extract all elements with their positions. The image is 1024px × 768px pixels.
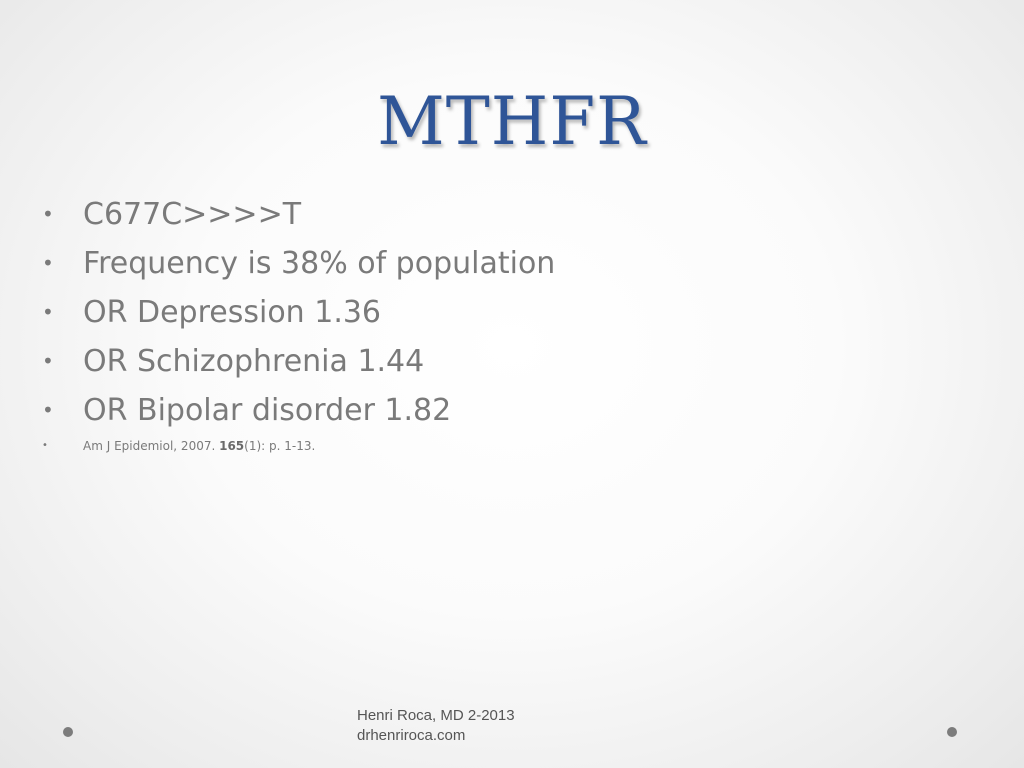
- bullet-list: [42, 190, 942, 455]
- citation-suffix: (1): p. 1-13.: [244, 439, 316, 453]
- citation-prefix: Am J Epidemiol, 2007.: [83, 439, 220, 453]
- footer-website: drhenriroca.com: [357, 727, 466, 744]
- slide-title: MTHFR: [377, 83, 647, 160]
- bullet-text: OR Depression 1.36: [83, 295, 382, 330]
- bullet-dot-icon: •: [42, 440, 48, 451]
- bullet-dot-icon: •: [42, 349, 54, 373]
- bullet-item: [42, 239, 942, 288]
- bullet-text: OR Bipolar disorder 1.82: [83, 393, 452, 428]
- citation-item: [42, 437, 942, 455]
- footer-author-line: Henri Roca, MD 2-2013: [357, 707, 515, 724]
- bullet-item: [42, 190, 942, 239]
- bullet-item: [42, 288, 942, 337]
- bullet-dot-icon: •: [42, 300, 54, 324]
- bullet-item: [42, 386, 942, 435]
- bullet-text: Frequency is 38% of population: [83, 246, 556, 281]
- bullet-dot-icon: •: [42, 251, 54, 275]
- bullet-text: C677C>>>>T: [83, 197, 302, 232]
- bullet-text: OR Schizophrenia 1.44: [83, 344, 425, 379]
- bullet-item: [42, 337, 942, 386]
- corner-dot-left-icon: [63, 727, 73, 737]
- bullet-dot-icon: •: [42, 202, 54, 226]
- citation-volume: 165: [219, 439, 245, 453]
- footer: [357, 706, 515, 746]
- corner-dot-right-icon: [947, 727, 957, 737]
- bullet-dot-icon: •: [42, 398, 54, 422]
